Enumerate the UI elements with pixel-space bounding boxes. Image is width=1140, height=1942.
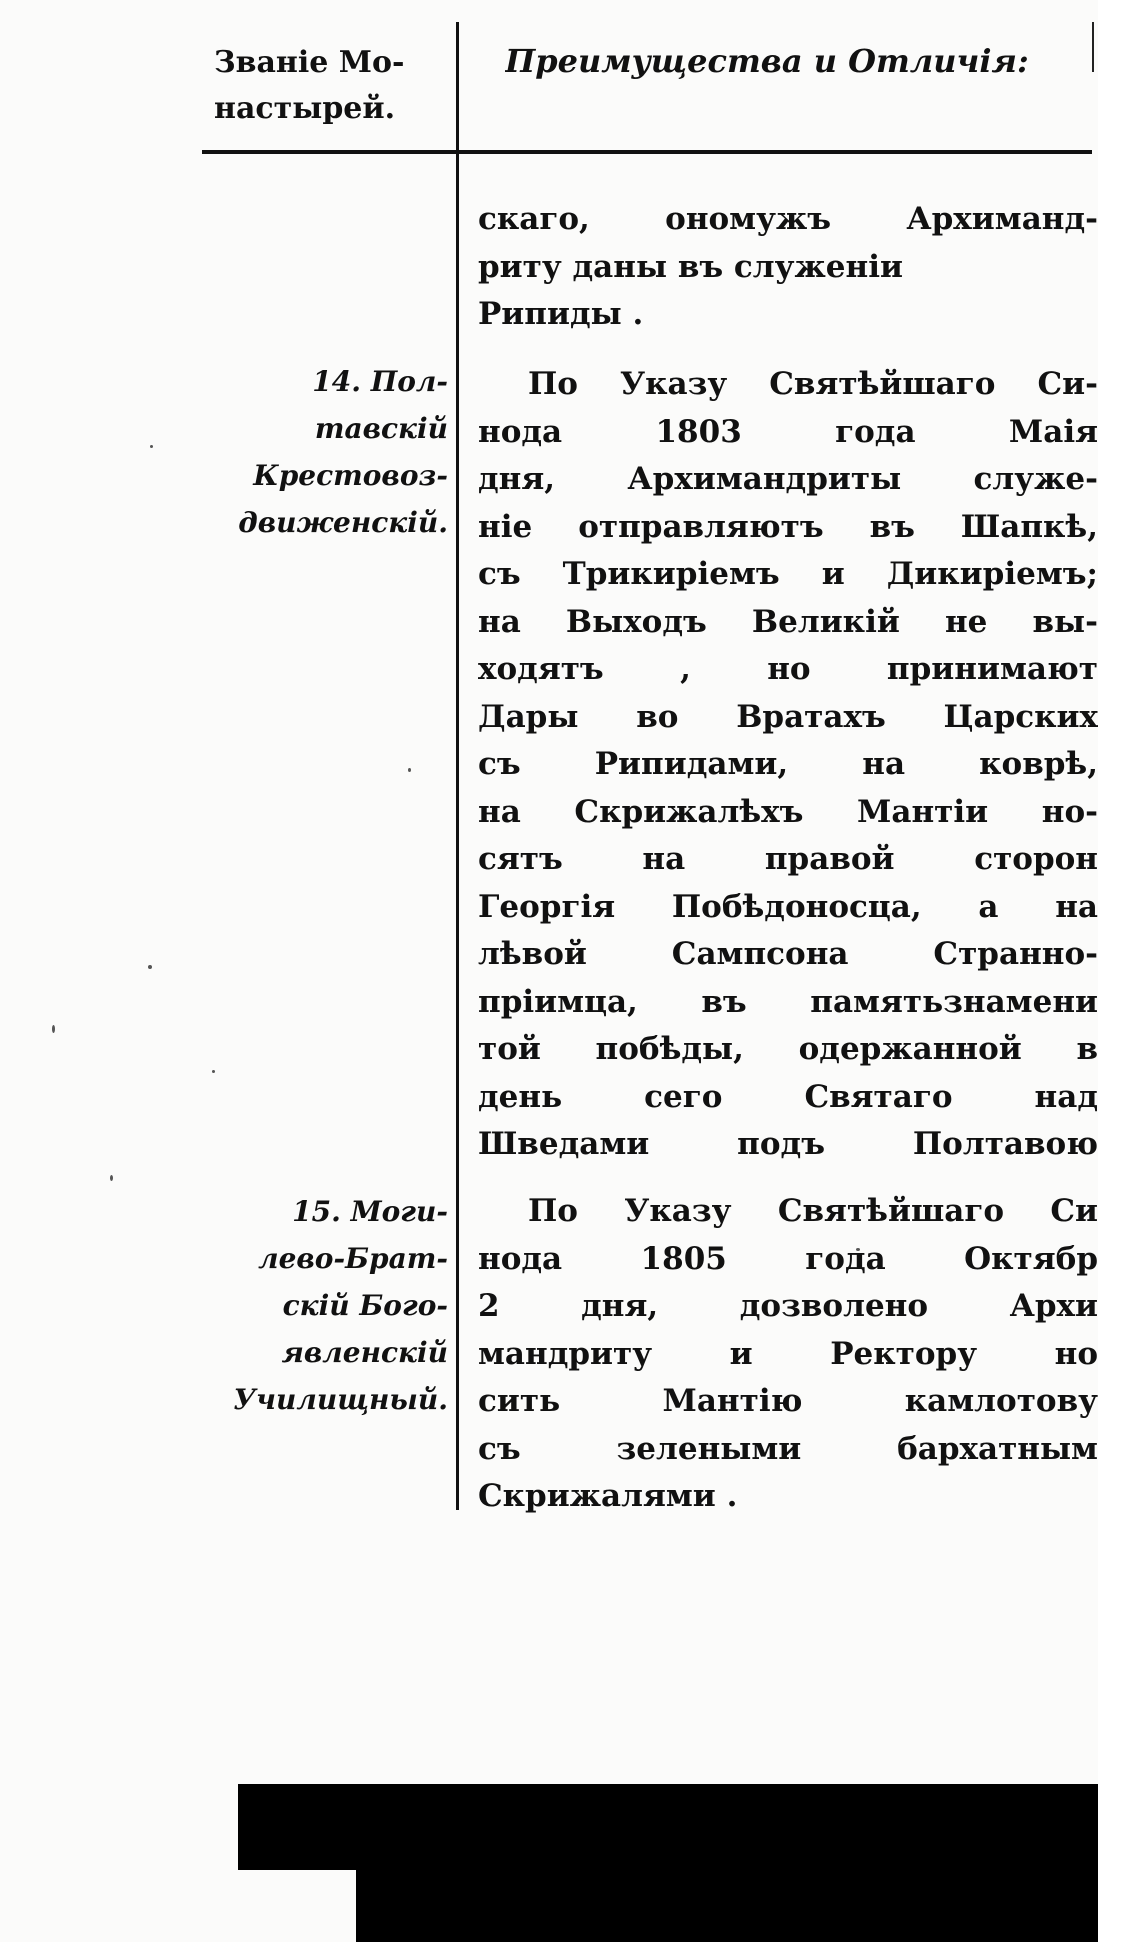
title-line: Крестовоз- — [253, 459, 448, 492]
text-line: Рипиды . — [478, 296, 644, 332]
text-line: риту даны въ служеніи — [478, 248, 903, 285]
title-line: 15. Моги- — [292, 1195, 448, 1228]
text-line: 2 дня, дозволено Архи — [478, 1288, 1098, 1324]
text-line: Скрижалями . — [478, 1478, 738, 1514]
text-line: сить Мантію камлотову — [478, 1383, 1098, 1419]
scan-speck — [148, 965, 152, 969]
header-left-line1: Званіе Мо- — [214, 45, 405, 80]
scan-border — [238, 1784, 1098, 1942]
entry-text-14 — [478, 361, 1098, 1169]
text-line: Шведами подъ Полтавою — [478, 1126, 1098, 1162]
text-line: на Выходъ Великій не вы- — [478, 603, 1098, 640]
title-line: Училищный. — [233, 1383, 448, 1416]
text-line: скаго, ономужъ Архиманд- — [478, 201, 1098, 237]
column-divider-rule — [456, 22, 459, 1510]
header-left-line2: настырей. — [214, 91, 396, 126]
column-header-privileges: Преимущества и Отличія: — [505, 42, 1029, 80]
title-line: явленскій — [281, 1336, 448, 1369]
text-line: По Указу Святѣйшаго Си- — [528, 366, 1098, 402]
text-line: дня, Архимандриты служе- — [478, 461, 1098, 497]
text-line: лѣвой Сампсона Странно- — [478, 936, 1098, 972]
text-line: мандриту и Ректору но — [478, 1335, 1098, 1372]
column-header-monastery-rank — [214, 40, 454, 132]
text-line: ніе отправляютъ въ Шапкѣ, — [478, 508, 1098, 545]
continuation-paragraph — [478, 196, 1098, 339]
text-line: съ Рипидами, на коврѣ, — [478, 746, 1098, 782]
text-line: нода 1805 года Октябр — [478, 1240, 1098, 1277]
title-line: скій Бого- — [282, 1289, 448, 1322]
scan-border-notch — [238, 1870, 356, 1942]
scan-speck — [110, 1175, 113, 1181]
text-line: той побѣды, одержанной в — [478, 1031, 1098, 1067]
text-line: ходятъ , но принимают — [478, 651, 1098, 687]
text-line: Дары во Вратахъ Царских — [478, 698, 1098, 735]
text-line: день сего Святаго над — [478, 1078, 1098, 1115]
text-line: пріимца, въ памятьзнамени — [478, 983, 1098, 1020]
title-line: движенскій. — [238, 506, 448, 539]
scan-speck — [52, 1025, 55, 1033]
scan-speck — [212, 1070, 215, 1073]
page-right-margin — [1098, 0, 1140, 1942]
text-line: Георгія Побѣдоносца, а на — [478, 888, 1098, 925]
text-line: съ зелеными бархатным — [478, 1430, 1098, 1467]
entry-title-15 — [200, 1188, 448, 1423]
entry-title-14 — [200, 358, 448, 546]
text-line: на Скрижалѣхъ Мантіи но- — [478, 793, 1098, 830]
text-line: нода 1803 года Маія — [478, 413, 1098, 450]
scan-speck — [150, 445, 153, 448]
entry-text-15 — [478, 1188, 1098, 1521]
title-line: лево-Брат- — [258, 1242, 448, 1275]
header-divider-rule — [202, 150, 1092, 154]
scan-speck — [408, 768, 411, 772]
text-line: По Указу Святѣйшаго Си — [528, 1193, 1098, 1229]
text-line: сятъ на правой сторон — [478, 841, 1098, 877]
header-right-rule — [1092, 22, 1094, 72]
text-line: съ Трикиріемъ и Дикиріемъ; — [478, 556, 1098, 592]
title-line: 14. Пол- — [312, 365, 448, 398]
title-line: тавскій — [314, 412, 448, 445]
